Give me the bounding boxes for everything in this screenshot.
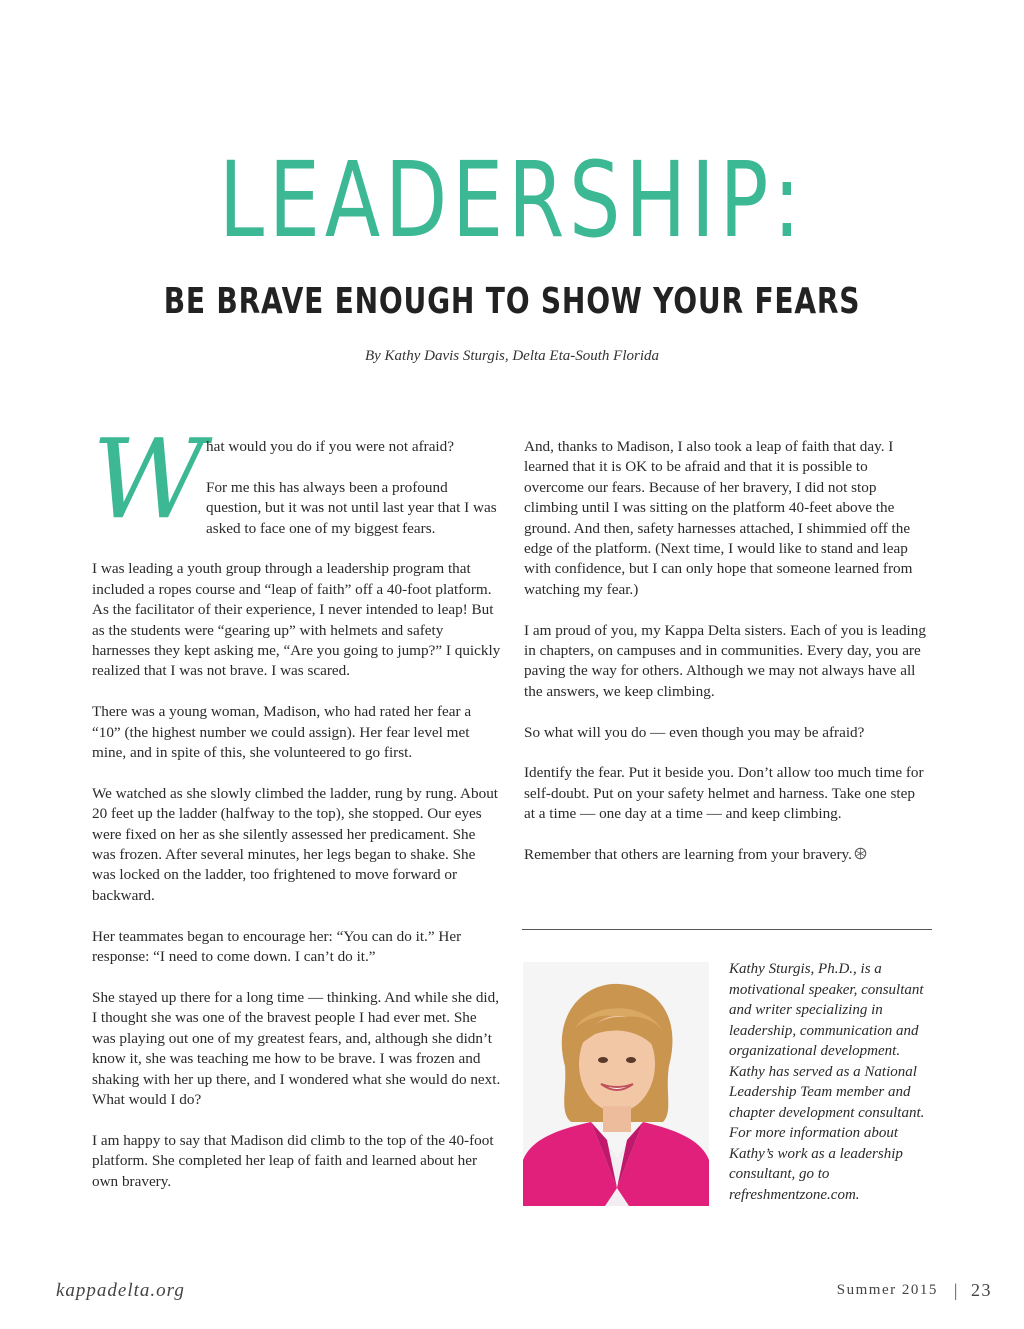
body-paragraph: I was leading a youth group through a leadership program that included a ropes course and “leap of faith” off a 40-foot platform. As the facilitator of their experience, I never intended to leap! But as the students were “gearing up” with helmets and safety harnesses they kept asking me, “Are you going to jump?” I quickly realized that I was not brave. I was scared. xyxy=(92,560,501,680)
right-column xyxy=(524,437,929,886)
article-title: LEADERSHIP: xyxy=(218,139,806,261)
footer-issue-info xyxy=(837,1280,992,1301)
intro-paragraph: hat would you do if you were not afraid? xyxy=(206,438,454,455)
body-paragraph: There was a young woman, Madison, who had rated her fear a “10” (the highest number we could assign). Her fear level met mine, and in spite of this, she volunteered to go first. xyxy=(92,703,472,762)
shell-icon xyxy=(854,847,867,860)
body-paragraph: Her teammates began to encourage her: “You can do it.” Her response: “I need to come down. I can’t do it.” xyxy=(92,927,462,966)
byline: By Kathy Davis Sturgis, Delta Eta-South Florida xyxy=(364,348,659,364)
footer-separator: | xyxy=(953,1280,959,1300)
author-portrait xyxy=(523,962,709,1206)
body-paragraph: So what will you do — even though you may be afraid? xyxy=(524,723,865,741)
author-photo xyxy=(523,962,709,1206)
section-divider xyxy=(522,929,932,930)
footer-site: kappadelta.org xyxy=(56,1280,185,1301)
body-paragraph: Identify the fear. Put it beside you. Don’t allow too much time for self-doubt. Put on your safety helmet and harness. Take one step at a time — one day at a time — and keep climbing. xyxy=(524,764,924,823)
drop-cap: W xyxy=(92,437,206,540)
body-paragraph: She stayed up there for a long time — thinking. And while she did, I thought she was one of the bravest people I had ever met. She was playing out one of my greatest fears, and, although she didn’t know it, she was teaching me how to be brave. I was frozen and shaking with her up there, and I wondered what she would do next. What would I do? xyxy=(92,988,501,1108)
body-paragraph: We watched as she slowly climbed the ladder, rung by rung. About 20 feet up the ladder (halfway to the top), she stopped. Our eyes were fixed on her as she silently assessed her predicament. She was frozen. After several minutes, her legs began to shake. She was locked on the ladder, too frightened to move forward or backward. xyxy=(92,784,499,904)
page-number: 23 xyxy=(971,1280,992,1300)
footer-issue: Summer 2015 xyxy=(836,1282,938,1298)
intro-block xyxy=(92,437,502,539)
intro-paragraph: For me this has always been a profound question, but it was not until last year that I was asked to face one of my biggest fears. xyxy=(206,478,497,537)
closing-paragraph xyxy=(524,845,929,865)
body-paragraph: And, thanks to Madison, I also took a leap of faith that day. I learned that it is OK to be afraid and that it is possible to overcome our fears. Because of her bravery, I did not stop climbing until I was sitting on the platform 40-feet above the ground. And then, safety harnesses attached, I shimmied off the edge of the platform. (Next time, I would like to stand and leap with confidence, but I can only hope that someone learned from watching my fear.) xyxy=(524,438,913,598)
left-column xyxy=(92,437,502,1212)
article-subtitle: BE BRAVE ENOUGH TO SHOW YOUR FEARS xyxy=(163,281,861,322)
body-paragraph: I am proud of you, my Kappa Delta sisters. Each of you is leading in chapters, on campuses and in communities. Every day, you are paving the way for others. Although we may not always have all the answers, we keep climbing. xyxy=(524,621,926,700)
body-paragraph: I am happy to say that Madison did climb to the top of the 40-foot platform. She completed her leap of faith and learned about her own bravery. xyxy=(92,1131,494,1190)
author-bio: Kathy Sturgis, Ph.D., is a motivational speaker, consultant and writer specializing in leadership, communication and organizational development. Kathy has served as a National Leadership Team member and chapter development consultant. For more information about Kathy’s work as a leadership consultant, go to refreshmentzone.com. xyxy=(729,961,925,1203)
closing-text: Remember that others are learning from your bravery. xyxy=(524,846,852,864)
